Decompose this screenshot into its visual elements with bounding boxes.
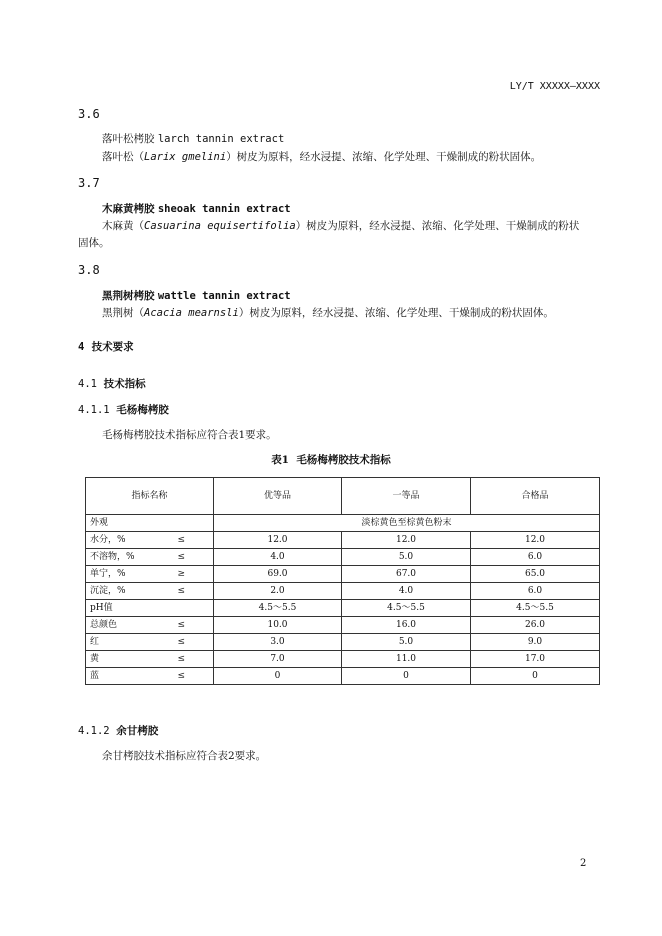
row-label-cell — [86, 617, 214, 634]
row-label: 水分，% — [90, 535, 126, 545]
comparison-operator — [185, 600, 209, 616]
definition-text: 落叶松（ — [102, 151, 144, 163]
value-cell: 26.0 — [471, 617, 600, 634]
value-cell: 5.0 — [342, 634, 471, 651]
table-header-cell: 指标名称 — [86, 478, 214, 515]
subsection-number: 4.1.2 — [78, 725, 110, 737]
term-english: wattle tannin extract — [157, 290, 291, 302]
term-chinese: 木麻黄栲胶 — [102, 203, 155, 215]
page-number: 2 — [580, 858, 587, 869]
row-label-cell — [86, 600, 214, 617]
row-label: 蓝 — [90, 671, 100, 681]
table-title: 毛杨梅栲胶技术指标 — [296, 454, 391, 466]
term-definition — [102, 218, 579, 233]
table-row — [86, 583, 600, 600]
term-heading — [102, 131, 284, 146]
latin-name: Acacia mearnsli — [144, 307, 239, 319]
table-row — [86, 617, 600, 634]
definition-text: ）树皮为原料，经水浸提、浓缩、化学处理、干燥制成的粉状固体。 — [226, 151, 542, 163]
comparison-operator: ≤ — [177, 586, 185, 596]
term-english: larch tannin extract — [157, 133, 285, 145]
term-chinese: 黑荆树栲胶 — [102, 290, 155, 302]
row-label-cell — [86, 549, 214, 566]
table-row — [86, 549, 600, 566]
standard-code-header: LY/T XXXXX—XXXX — [509, 81, 600, 92]
table-row — [86, 600, 600, 617]
row-label: 不溶物，% — [90, 552, 135, 562]
subsection-heading — [78, 402, 169, 417]
comparison-operator: ≤ — [177, 637, 185, 647]
term-chinese: 落叶松栲胶 — [102, 133, 155, 145]
row-label-cell — [86, 651, 214, 668]
value-cell: 6.0 — [471, 583, 600, 600]
value-cell: 0 — [342, 668, 471, 685]
latin-name: Larix gmelini — [144, 151, 227, 163]
term-heading — [102, 288, 291, 303]
term-english: sheoak tannin extract — [157, 203, 291, 215]
chapter-number: 4 — [78, 341, 85, 353]
term-heading — [102, 201, 291, 216]
table-row — [86, 515, 600, 532]
table-body — [86, 532, 600, 685]
term-definition — [102, 149, 541, 164]
table-number: 表1 — [271, 454, 289, 466]
table-header-cell: 优等品 — [214, 478, 342, 515]
value-cell: 5.0 — [342, 549, 471, 566]
value-cell: 12.0 — [214, 532, 342, 549]
subsection-title: 余甘栲胶 — [116, 725, 159, 737]
section-number: 3.6 — [78, 107, 100, 121]
value-cell: 4.0 — [214, 549, 342, 566]
value-cell: 3.0 — [214, 634, 342, 651]
section-number: 3.8 — [78, 263, 100, 277]
value-cell: 67.0 — [342, 566, 471, 583]
subsection-title: 毛杨梅栲胶 — [116, 404, 169, 416]
definition-text: 木麻黄（ — [102, 220, 144, 232]
table-row — [86, 651, 600, 668]
section-number: 3.7 — [78, 176, 100, 190]
section-title: 技术指标 — [103, 378, 146, 390]
comparison-operator: ≤ — [177, 535, 185, 545]
value-cell: 12.0 — [342, 532, 471, 549]
row-label: 红 — [90, 637, 100, 647]
section-number: 4.1 — [78, 378, 97, 390]
value-cell: 0 — [214, 668, 342, 685]
comparison-operator: ≤ — [177, 620, 185, 630]
value-cell: 12.0 — [471, 532, 600, 549]
definition-continuation: 固体。 — [78, 237, 110, 249]
comparison-operator: ≤ — [177, 654, 185, 664]
value-cell: 69.0 — [214, 566, 342, 583]
definition-text: ）树皮为原料，经水浸提、浓缩、化学处理、干燥制成的粉状 — [295, 220, 580, 232]
value-cell: 6.0 — [471, 549, 600, 566]
comparison-operator: ≤ — [177, 671, 185, 681]
subsection-number: 4.1.1 — [78, 404, 110, 416]
value-cell: 10.0 — [214, 617, 342, 634]
row-label-cell — [86, 583, 214, 600]
value-cell: 16.0 — [342, 617, 471, 634]
value-cell: 7.0 — [214, 651, 342, 668]
appearance-value: 淡棕黄色至棕黄色粉末 — [214, 515, 600, 532]
value-cell: 65.0 — [471, 566, 600, 583]
table-row — [86, 566, 600, 583]
row-label: 总颜色 — [90, 620, 118, 630]
paragraph: 毛杨梅栲胶技术指标应符合表1要求。 — [102, 429, 277, 441]
value-cell: 0 — [471, 668, 600, 685]
value-cell: 17.0 — [471, 651, 600, 668]
value-cell: 4.5～5.5 — [471, 600, 600, 617]
comparison-operator: ≥ — [177, 569, 185, 579]
table-row — [86, 634, 600, 651]
row-label: 外观 — [86, 515, 214, 532]
row-label-cell — [86, 566, 214, 583]
value-cell: 11.0 — [342, 651, 471, 668]
value-cell: 2.0 — [214, 583, 342, 600]
paragraph: 余甘栲胶技术指标应符合表2要求。 — [102, 750, 267, 762]
subsection-heading — [78, 723, 158, 738]
table-caption — [0, 452, 662, 467]
table-header-cell: 合格品 — [471, 478, 600, 515]
term-definition — [102, 305, 554, 320]
row-label: 单宁，% — [90, 569, 126, 579]
row-label-cell — [86, 668, 214, 685]
table-header-cell: 一等品 — [342, 478, 471, 515]
latin-name: Casuarina equisertifolia — [144, 220, 296, 232]
value-cell: 9.0 — [471, 634, 600, 651]
definition-text: ）树皮为原料，经水浸提、浓缩、化学处理、干燥制成的粉状固体。 — [238, 307, 554, 319]
table-row — [86, 532, 600, 549]
value-cell: 4.5～5.5 — [214, 600, 342, 617]
definition-text: 黑荆树（ — [102, 307, 144, 319]
value-cell: 4.5～5.5 — [342, 600, 471, 617]
chapter-heading — [78, 339, 134, 354]
row-label-cell — [86, 634, 214, 651]
table-header-row — [86, 478, 600, 515]
section-heading — [78, 376, 146, 391]
row-label-cell — [86, 532, 214, 549]
value-cell: 4.0 — [342, 583, 471, 600]
row-label: 黄 — [90, 654, 100, 664]
row-label: 沉淀，% — [90, 586, 126, 596]
comparison-operator: ≤ — [177, 552, 185, 562]
row-label: pH值 — [90, 603, 113, 613]
chapter-title: 技术要求 — [91, 341, 134, 353]
spec-table — [85, 477, 600, 685]
table-row — [86, 668, 600, 685]
